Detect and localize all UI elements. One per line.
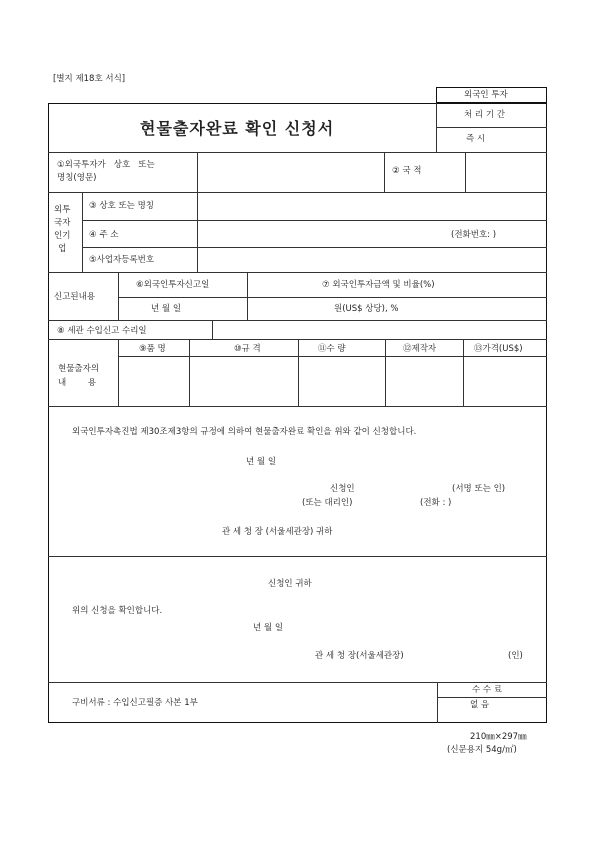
confirm-statement: 위의 신청을 확인합니다. — [72, 606, 163, 616]
addressee: 관 세 청 장 (서울세관장) 귀하 — [222, 527, 333, 537]
sign-label: (서명 또는 인) — [452, 484, 506, 494]
address-label: ④ 주 소 — [89, 230, 119, 240]
required-docs: 구비서류 : 수입신고필증 사본 1부 — [72, 698, 198, 708]
nationality-label: ② 국 적 — [392, 166, 422, 176]
agent-label: (또는 대리인) — [302, 498, 353, 508]
paper-type: (신문용지 54g/㎡) — [447, 745, 517, 755]
form-number-label: [별지 제18호 서식] — [53, 74, 126, 84]
corner-label: 외국인 투자 — [464, 90, 508, 100]
page-title: 현물출자완료 확인 신청서 — [140, 119, 335, 138]
declaration-date: 년 월 일 — [246, 457, 277, 467]
confirm-date: 년 월 일 — [253, 623, 284, 633]
processing-label: 처 리 기 간 — [464, 110, 505, 120]
report-date-value: 년 월 일 — [151, 304, 182, 314]
confirm-to-label: 신청인 귀하 — [268, 579, 312, 589]
business-number-label: ⑤사업자등록번호 — [89, 255, 155, 265]
processing-value: 즉 시 — [466, 134, 486, 144]
investment-amount-value: 원(US$ 상당), % — [334, 304, 399, 314]
col-spec: ⑩규 격 — [234, 344, 261, 354]
fee-value: 없 음 — [470, 700, 490, 710]
customs-clearance-label: ⑧ 세관 수입신고 수리일 — [57, 326, 147, 336]
confirm-signer: 관 세 청 장(서울세관장) — [315, 651, 404, 661]
fee-label: 수 수 료 — [472, 685, 503, 695]
col-price: ⑬가격(US$) — [474, 344, 523, 354]
investor-group-label: 외투 국자 인기 업 — [54, 205, 71, 254]
paper-size: 210㎜×297㎜ — [470, 732, 527, 742]
company-name-label: ③ 상호 또는 명칭 — [89, 201, 154, 211]
col-item-name: ⑨품 명 — [139, 344, 166, 354]
applicant-label: 신청인 — [330, 484, 355, 494]
investor-name-label: ①외국투자가 상호 또는 명칭(영문) — [57, 160, 155, 183]
col-manufacturer: ⑫제작자 — [403, 344, 437, 354]
report-date-label: ⑥외국인투자신고일 — [136, 280, 210, 290]
declaration-phone: (전화 : ) — [420, 498, 452, 508]
investment-amount-label: ⑦ 외국인투자금액 및 비율(%) — [322, 280, 435, 290]
goods-group-label: 현물출자의 내 용 — [58, 364, 100, 388]
col-quantity: ⑪수 량 — [318, 344, 346, 354]
report-group-label: 신고된내용 — [54, 292, 96, 302]
confirm-seal: (인) — [508, 651, 523, 661]
phone-label: (전화번호: ) — [451, 230, 497, 240]
form-frame — [48, 103, 547, 723]
declaration-statement: 외국인투자촉진법 제30조제3항의 규정에 의하여 현물출자완료 확인을 위와 같이 신청합니다. — [72, 427, 417, 437]
